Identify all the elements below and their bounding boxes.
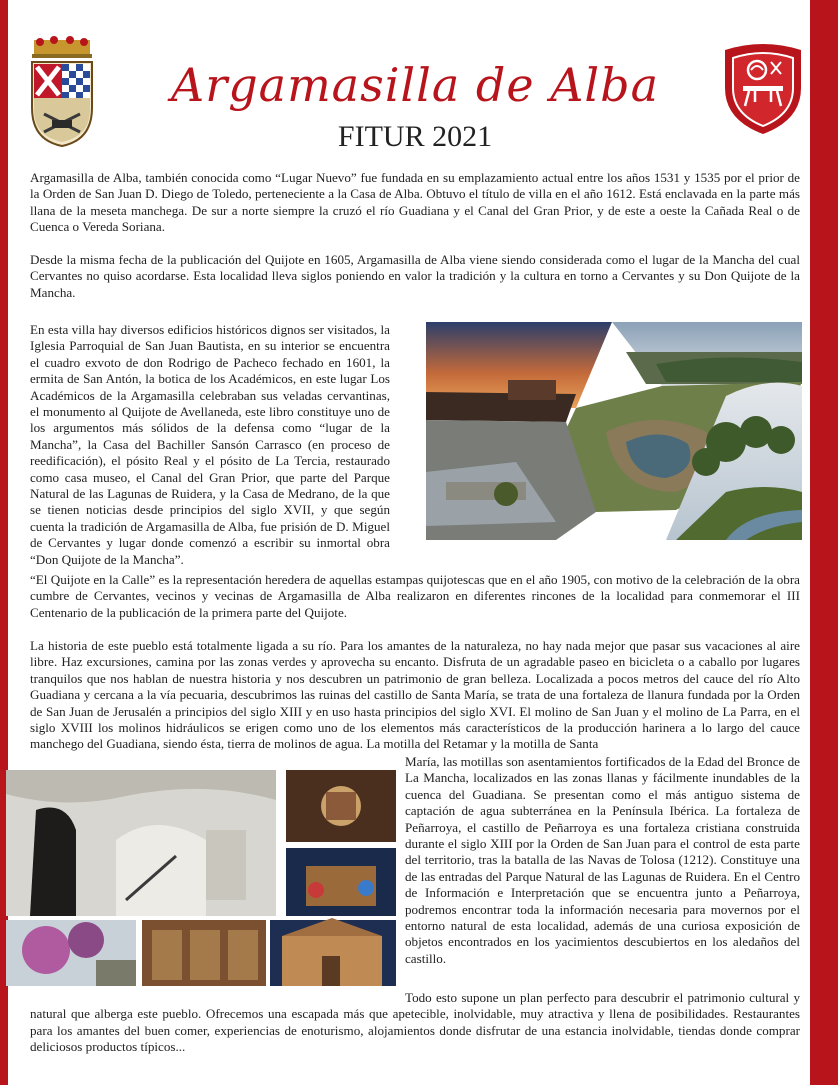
landscape-photo-collage xyxy=(426,322,802,540)
page xyxy=(30,0,800,1085)
right-border xyxy=(810,0,838,1085)
intro-paragraph: Argamasilla de Alba, también conocida como “Lugar Nuevo” fue fundada en su emplazamiento actual entre los años 1531 y 1535 por el prior de la Orden de San Juan D. Diego de Toledo, perteneciente a la Casa de Alba. Obtuvo el título de villa en el año 1612. Está enclavada en la parte más llana de la meseta manchega. De sur a norte siempre la cruzó el río Guadiana y el Canal del Gran Prior, y de este a oeste la Cañada Real o de Cuenca o Vereda Soriana. xyxy=(30,170,800,235)
page-subtitle: FITUR 2021 xyxy=(337,120,493,153)
heritage-photo-collage xyxy=(6,770,396,986)
history-paragraph: La historia de este pueblo está totalmente ligada a su río. Para los amantes de la naturaleza, no hay nada mejor que pasar sus vacaciones al aire libre. Haz excursiones, camina por las zonas verdes y aprovecha su encanto. Disfruta de un agradable paseo en bicicleta o a caballo por lugares tranquilos que nos hablan de nuestra historia y nos descubren un patrimonio de gran belleza. Localizada a pocos metros del cauce del río Alto Guadiana y cercana a la vía pecuaria, descubrimos las ruinas del castillo de Santa María, se trata de una fortaleza de llanura fundada por la Orden de San Juan de Jerusalén a principios del siglo XIII y en uso hasta principios del siglo XVI. El molino de San Juan y el molino de La Parra, en el siglo XVIII los molinos hidráulicos se erigen como uno de los elementos más característicos de la producción harinera a lo largo del cauce manchego del Guadiana, siendo ésta, tierra de molinos de agua. La motilla del Retamar y la motilla de Santa xyxy=(30,638,800,752)
buildings-paragraph: En esta villa hay diversos edificios históricos dignos ser visitados, la Iglesia Parroquial de San Juan Bautista, en su interior se encuentra el cuadro exvoto de don Rodrigo de Pacheco fechado en 1601, la ermita de San Antón, la botica de los Académicos, en este lugar Los Académicos de la Argamasilla celebraban sus veladas cervantinas, el monumento al Quijote de Avellaneda, este libro constituye uno de los argumentos más sólidos de la defensa como “lugar de la Mancha”, la Casa del Bachiller Sansón Carrasco (en proceso de reedificación), el pósito Real y el pósito de La Tercia, restaurado como casa museo, el Canal del Gran Prior, que parte del Parque Natural de las Lagunas de Ruidera, y la Casa de Medrano, de la que se tienen noticias desde principios del siglo XVII, y que según cuenta la tradición de Argamasilla de Alba, fue prisión de D. Miguel de Cervantes y lugar donde comenzó a escribir su inmortal obra “Don Quijote de la Mancha”. xyxy=(30,322,390,567)
page-title: Argamasilla de Alba xyxy=(170,58,659,112)
quijote-calle-paragraph: “El Quijote en la Calle” es la representación heredera de aquellas estampas quijotescas que en el año 1905, con motivo de la celebración de la obra cumbre de Cervantes, vecinos y vecinas de Argamasilla de Alba realizaron en diferentes rincones de la localidad para conmemorar el III Centenario de la publicación de la primera parte del Quijote. xyxy=(30,572,800,620)
municipal-logo-icon xyxy=(721,40,805,136)
quijote-paragraph: Desde la misma fecha de la publicación del Quijote en 1605, Argamasilla de Alba viene siendo considerada como el lugar de la Mancha del cual Cervantes no quiso acordarse. Esta localidad lleva siglos poniendo en valor la tradición y la cultura en torno a Cervantes y su Don Quijote de la Mancha. xyxy=(30,252,800,300)
header xyxy=(30,0,800,160)
motillas-paragraph: María, las motillas son asentamientos fortificados de la Edad del Bronce de La Mancha, localizados en las zonas llanas y fácilmente inundables de la cuenca del Guadiana. Se presentan como el más antiguo sistema de captación de agua subterránea en la Península Ibérica. La fortaleza de Peñarroya, el castillo de Peñarroya es una fortaleza cristiana construida durante el siglo XIII por la Orden de San Juan para el control de esta parte del territorio, tras la batalla de las Navas de Tolosa (1212). Constituye una de las entradas del Parque Natural de las Lagunas de Ruidera. En el Centro de Información e Interpretación que se encuentra junto a Peñarroya, podremos encontrar toda la información necesaria para movernos por el entorno natural de esta localidad, además de una curiosa exposición de objetos encontrados en los yacimientos descubiertos en los aledaños del castillo. xyxy=(405,754,800,966)
closing-text: Todo esto supone un plan perfecto para descubrir el patrimonio cultural y natural que alberga este pueblo. Ofrecemos una escapada más que apetecible, inolvidable, muy atractiva y llena de posibilidades. Restaurantes para los amantes del buen comer, experiencias de enoturismo, alojamientos donde disfrutar de una estancia inolvidable, tiendas donde comprar deliciosos productos típicos... xyxy=(30,990,800,1055)
closing-paragraph xyxy=(30,990,800,1056)
